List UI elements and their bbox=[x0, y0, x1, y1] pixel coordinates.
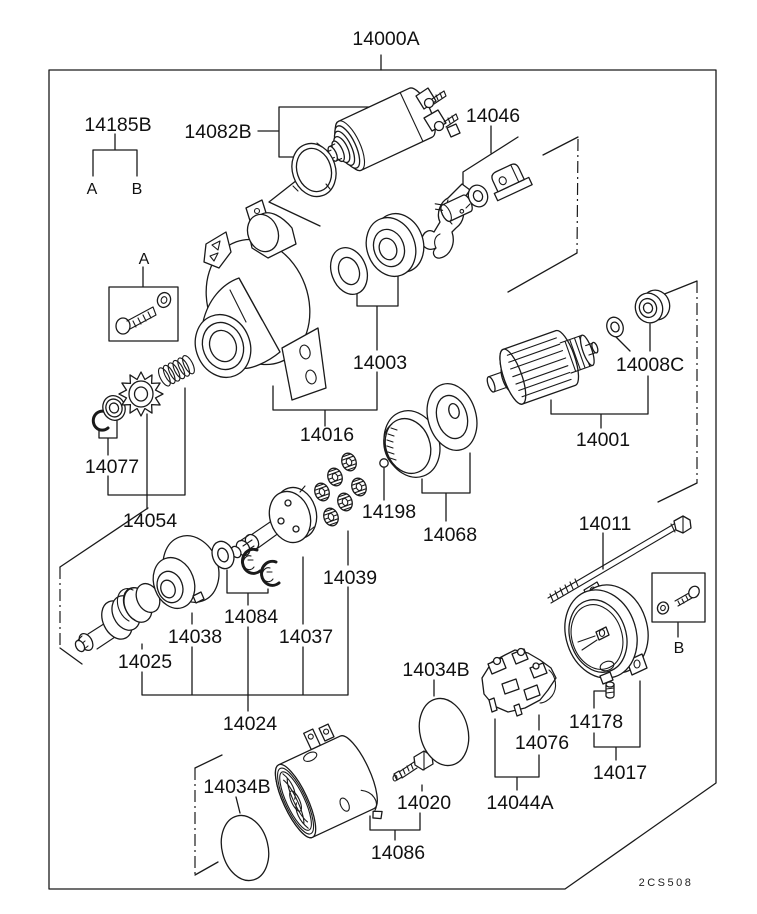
part-label-14001: 14001 bbox=[575, 429, 631, 451]
rollers-14039 bbox=[312, 451, 368, 528]
part-label-14082b: 14082B bbox=[184, 121, 252, 143]
lever-holder-14046 bbox=[486, 160, 532, 201]
drawing-code: 2CS508 bbox=[638, 877, 694, 889]
part-label-14017: 14017 bbox=[592, 762, 648, 784]
marker-a-detail-box: A bbox=[138, 251, 150, 268]
leader-lines bbox=[60, 55, 697, 875]
part-label-14008c: 14008C bbox=[615, 354, 685, 376]
part-label-14011: 14011 bbox=[578, 513, 632, 535]
detail-box-b bbox=[652, 573, 705, 622]
part-label-14037: 14037 bbox=[278, 626, 334, 648]
part-label-14000a: 14000A bbox=[352, 28, 420, 50]
part-label-14077: 14077 bbox=[84, 456, 140, 478]
part-label-14024: 14024 bbox=[222, 713, 278, 735]
part-label-14198: 14198 bbox=[361, 501, 417, 523]
part-label-14034b-lower: 14034B bbox=[203, 776, 271, 798]
part-label-14016: 14016 bbox=[299, 424, 355, 446]
part-label-14185b: 14185B bbox=[84, 114, 152, 136]
part-label-14054: 14054 bbox=[122, 510, 178, 532]
bearing-14003 bbox=[358, 207, 432, 284]
ball-14198 bbox=[380, 459, 388, 467]
part-label-14044a: 14044A bbox=[486, 792, 554, 814]
marker-a-under-14185b: A bbox=[86, 181, 98, 198]
part-label-14076: 14076 bbox=[514, 732, 570, 754]
part-label-14178: 14178 bbox=[568, 711, 624, 733]
terminal-bolt-14020 bbox=[393, 751, 433, 781]
front-bracket-drawing bbox=[186, 200, 327, 400]
part-label-14034b-upper: 14034B bbox=[402, 659, 470, 681]
part-label-14086: 14086 bbox=[370, 842, 426, 864]
marker-b-under-14185b: B bbox=[131, 181, 143, 198]
part-label-14046: 14046 bbox=[465, 105, 521, 127]
marker-b-detail-box: B bbox=[673, 640, 685, 657]
detail-box-a bbox=[109, 287, 178, 341]
carrier-shaft-14037 bbox=[229, 482, 323, 559]
yoke-drawing bbox=[260, 715, 390, 854]
part-label-14038: 14038 bbox=[167, 626, 223, 648]
part-label-14003: 14003 bbox=[352, 352, 408, 374]
part-label-14084: 14084 bbox=[223, 606, 279, 628]
part-label-14039: 14039 bbox=[322, 567, 378, 589]
output-shaft-14025 bbox=[74, 580, 165, 653]
lever-grommet bbox=[465, 182, 490, 209]
part-label-14020: 14020 bbox=[396, 792, 452, 814]
part-label-14068: 14068 bbox=[422, 524, 478, 546]
armature-drawing bbox=[479, 319, 607, 412]
brush-holder-drawing bbox=[482, 649, 556, 717]
pinion-spring bbox=[156, 354, 197, 388]
washer-14003 bbox=[324, 242, 373, 299]
part-label-14025: 14025 bbox=[117, 651, 173, 673]
spring-14178 bbox=[606, 682, 614, 698]
armature-washer bbox=[604, 315, 626, 339]
cover-oval-lower bbox=[215, 810, 276, 885]
